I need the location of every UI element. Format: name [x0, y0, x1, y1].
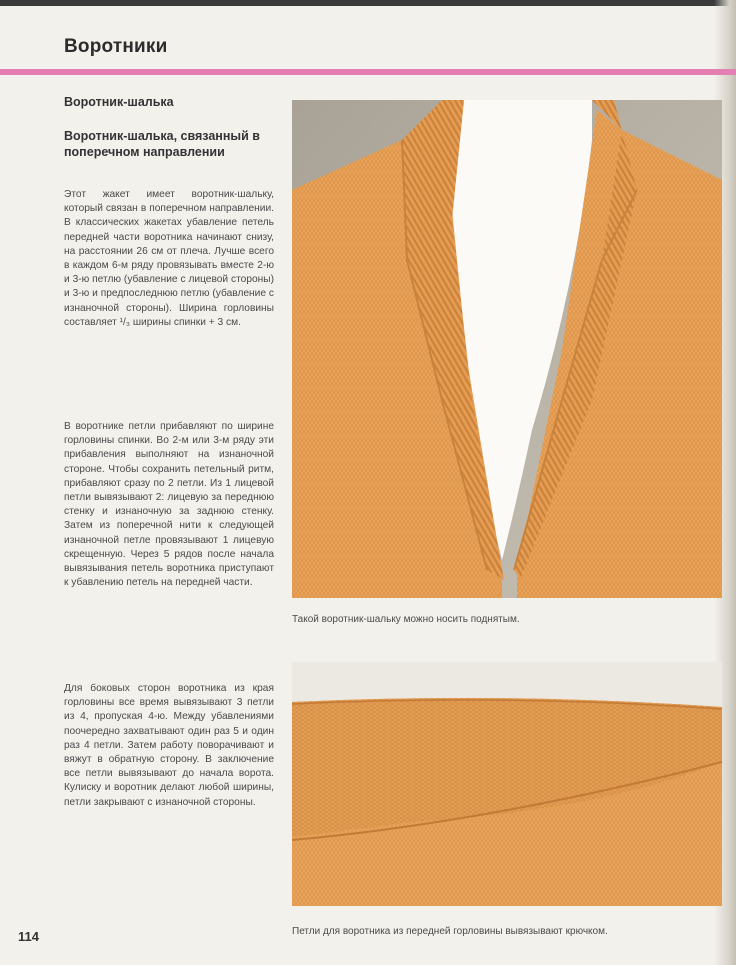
- caption-1: Такой воротник-шальку можно носить поднятым.: [292, 614, 520, 625]
- subheading: Воротник-шалька: [64, 95, 174, 109]
- section-title: Воротники: [64, 36, 168, 57]
- paragraph-2: В воротнике петли прибавляют по ширине горловины спинки. Во 2-м или 3-м ряду эти прибавления выполняют на изнаночной стороне. Чтобы сохранить петельный ритм, прибавляют сразу по 2 петли. Из 1 лицевой петли вывязывают 2: лицевую за переднюю стенку и изнаночную за заднюю стенку. Затем из поперечной нити к следующей изнаночной петле провязывают 1 лицевую скрещенную. Через 5 рядов после начала вывязывания петель воротника приступают к убавлению петель на передней части.: [64, 421, 274, 589]
- accent-bar: [0, 69, 736, 75]
- jacket-illustration: [292, 100, 722, 598]
- subsubheading: Воротник-шалька, связанный в поперечном направлении: [64, 129, 260, 159]
- photo-shawl-collar-jacket: [292, 100, 722, 598]
- top-edge: [0, 0, 736, 6]
- photo-collar-detail: [292, 662, 722, 906]
- paragraph-3: Для боковых сторон воротника из края горловины все время вывязывают 3 петли из 4, пропуская 4-ю. Между убавлениями поочередно захватывают один раз 5 и один раз 4 петли. Затем работу поворачивают и вяжут в обратную сторону. В заключение все петли вывязывают до начала ворота. Кулиску и воротник делают любой ширины, петли закрывают с изнаночной стороны.: [64, 683, 274, 808]
- caption-2: Петли для воротника из передней горловины вывязывают крючком.: [292, 926, 608, 937]
- collar-detail-illustration: [292, 662, 722, 906]
- paragraph-1: Этот жакет имеет воротник-шальку, который связан в поперечном направлении. В классических жакетах убавление петель передней части воротника начинают снизу, на расстоянии 26 см от плеча. Лучше всего в каждом 6-м ряду провязывать вместе 2-ю и 3-ю петлю (убавление с лицевой стороны) и 3-ю и предпоследнюю петлю (убавление с изнаночной стороны). Ширина горловины составляет ¹/₃ ширины спинки + 3 см.: [64, 189, 274, 328]
- page-number: 114: [18, 929, 39, 944]
